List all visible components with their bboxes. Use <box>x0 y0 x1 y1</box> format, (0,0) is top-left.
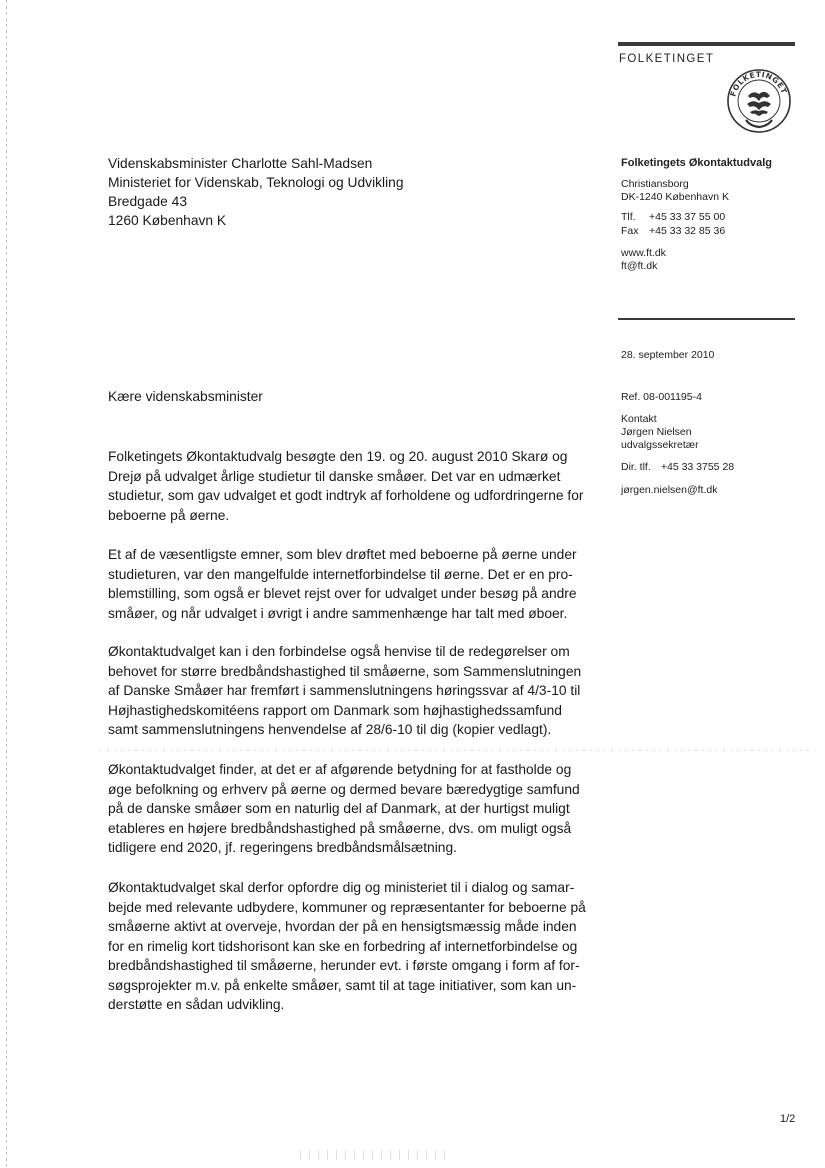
letter-salutation: Kære videnskabsminister <box>108 389 263 404</box>
body-line: samt sammenslutningens henvendelse af 28/6-10 til dig (kopier vedlagt). <box>108 722 552 737</box>
letter-date: 28. september 2010 <box>621 349 715 361</box>
body-line: småøerne aktivt at overveje, hvordan der på en hensigtsmæssig måde inden <box>108 919 577 934</box>
body-paragraph-2 <box>108 545 577 623</box>
body-line: Folketingets Økontaktudvalg besøgte den 19. og 20. august 2010 Skarø og <box>108 449 568 464</box>
sender-phone-row <box>621 211 811 224</box>
body-line: Et af de væsentligste emner, som blev drøftet med beboerne på øerne under <box>108 547 577 562</box>
letterhead-divider <box>618 318 795 320</box>
body-line: Højhastighedskomitéens rapport om Danmark som højhastighedssamfund <box>108 702 562 718</box>
direct-phone-label: Dir. tlf. <box>621 461 651 473</box>
body-line: Økontaktudvalget skal derfor opfordre dig og ministeriet til i dialog og samar- <box>108 880 575 895</box>
body-line: bredbåndshastighed til småøerne, herunder evt. i første omgang i form af for- <box>108 958 580 973</box>
body-line: småøer, og når udvalget i øvrigt i andre sammenhænge har talt med øboer. <box>108 605 568 621</box>
contact-email: jørgen.nielsen@ft.dk <box>621 484 718 496</box>
contact-name: Jørgen Nielsen <box>621 426 692 438</box>
sender-fax-row <box>621 225 811 238</box>
folketinget-seal-logo <box>726 68 792 134</box>
phone-number: +45 33 37 55 00 <box>649 211 726 223</box>
svg-text:FOLKETINGET: FOLKETINGET <box>728 69 789 98</box>
scan-dotted-artifact <box>100 750 815 751</box>
sender-committee: Folketingets Økontaktudvalg <box>621 157 772 169</box>
sender-address-line1: Christiansborg <box>621 178 689 190</box>
body-line: derstøtte en sådan udvikling. <box>108 997 285 1012</box>
phone-label: Tlf. <box>621 211 636 223</box>
body-line: søgsprojekter m.v. på enkelte småøer, samt til at tage initiativer, som kan un- <box>108 977 577 993</box>
body-line: øge befolkning og erhverv på øerne og dermed bevare bæredygtige samfund <box>108 781 580 797</box>
recipient-line: Videnskabsminister Charlotte Sahl-Madsen <box>108 156 373 171</box>
body-line: studieturen, var den mangelfulde internetforbindelse til øerne. Det er en pro- <box>108 566 573 582</box>
sender-website: www.ft.dk <box>621 247 666 259</box>
seal-lions-icon <box>747 92 771 116</box>
recipient-address <box>108 154 404 230</box>
page-number: 1/2 <box>780 1113 796 1125</box>
letterhead-brand: FOLKETINGET <box>619 53 715 65</box>
scan-noise-artifact <box>300 1150 450 1160</box>
body-line: behovet for større bredbåndshastighed til småøerne, som Sammenslutningen <box>108 663 582 679</box>
body-line: af Danske Småøer har fremført i sammenslutningens høringssvar af 4/3-10 til <box>108 683 581 698</box>
sender-email: ft@ft.dk <box>621 260 658 272</box>
recipient-line: Bredgade 43 <box>108 194 188 209</box>
body-line: tidligere end 2020, jf. regeringens bredbåndsmålsætning. <box>108 840 457 855</box>
fax-label: Fax <box>621 225 639 237</box>
body-paragraph-5 <box>108 878 586 1015</box>
body-line: etableres en højere bredbåndshastighed på småøerne, dvs. om muligt også <box>108 820 572 836</box>
body-line: blemstilling, som også er blevet rejst over for udvalget under besøg på andre <box>108 586 577 601</box>
body-line: for en rimelig kort tidshorisont kan ske en forbedring af internetforbindelse og <box>108 938 578 954</box>
letter-reference: Ref. 08-001195-4 <box>621 391 702 403</box>
body-line: studietur, som gav udvalget et godt indtryk af forholdene og udfordringerne for <box>108 488 584 503</box>
body-paragraph-4 <box>108 760 580 858</box>
contact-direct-phone-row <box>621 461 811 474</box>
recipient-line: 1260 København K <box>108 213 227 228</box>
body-line: Økontaktudvalget finder, at det er af afgørende betydning for at fastholde og <box>108 762 572 777</box>
body-line: på de danske småøer som en naturlig del af Danmark, at der hurtigst muligt <box>108 801 570 816</box>
contact-label: Kontakt <box>621 413 657 425</box>
body-paragraph-3 <box>108 642 581 740</box>
scan-edge-artifact <box>6 0 7 1168</box>
recipient-line: Ministeriet for Videnskab, Teknologi og Udvikling <box>108 175 404 190</box>
fax-number: +45 33 32 85 36 <box>649 225 726 237</box>
body-line: Drejø på udvalget årlige studietur til danske småøer. Det var en udmærket <box>108 468 561 484</box>
body-line: beboerne på øerne. <box>108 507 230 523</box>
letterhead-top-rule <box>618 42 795 46</box>
body-line: Økontaktudvalget kan i den forbindelse også henvise til de redegørelser om <box>108 644 570 659</box>
sender-address-line2: DK-1240 København K <box>621 191 729 203</box>
body-line: bejde med relevante udbydere, kommuner og repræsentanter for beboerne på <box>108 899 586 915</box>
contact-role: udvalgssekretær <box>621 439 699 451</box>
body-paragraph-1 <box>108 447 584 525</box>
direct-phone-number: +45 33 3755 28 <box>660 461 735 473</box>
